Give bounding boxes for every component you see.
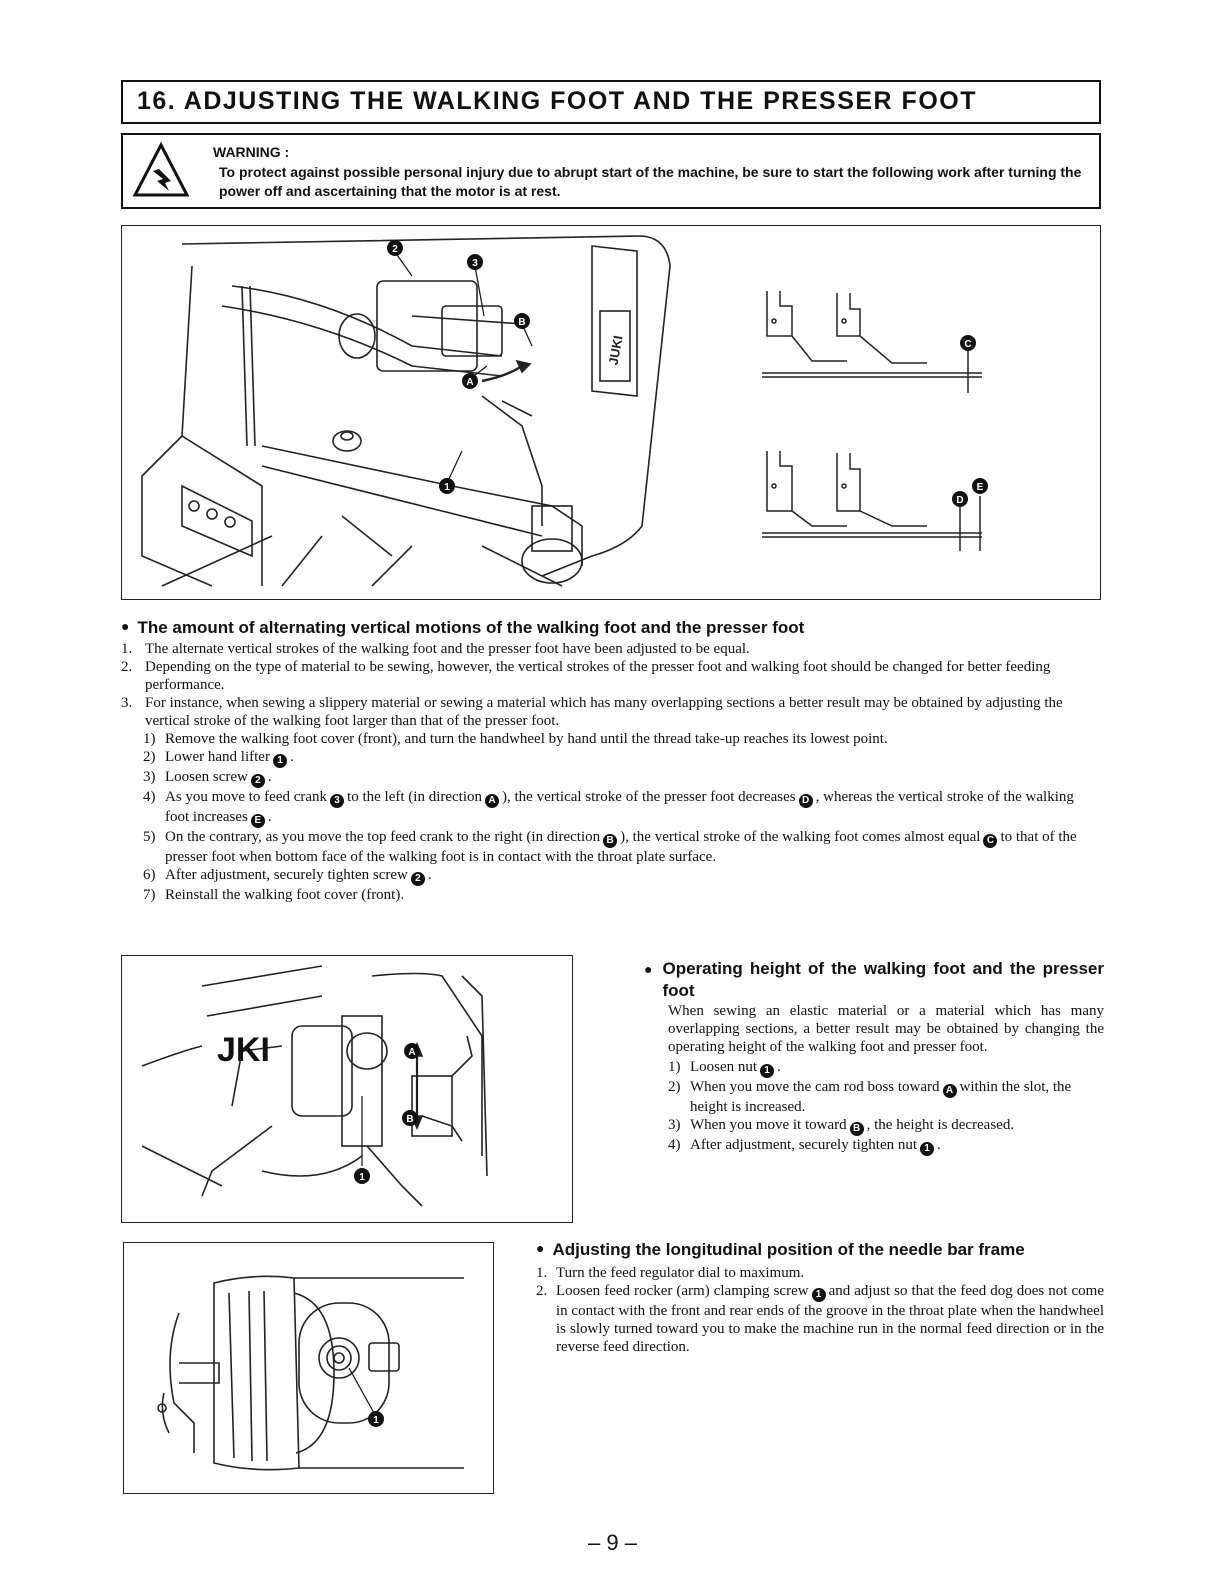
callout-circle: 1 [920,1142,934,1156]
callout-b-label: B [518,317,526,328]
list-item: 1) Remove the walking foot cover (front), and turn the handwheel by hand until the thread take-up reaches its lowest point. [143,731,888,747]
callout-1-label: 1 [444,482,450,493]
section2-heading: ● Operating height of the walking foot and the presser foot [644,959,1104,1000]
callout-circle: B [850,1122,864,1136]
callout-circle: D [799,794,813,808]
callout-3-label: 3 [472,258,478,269]
detail-e-label: E [976,482,984,493]
warning-text: To protect against possible personal injury due to abrupt start of the machine, be sure to start the following work after turning the power off and ascertaining that the motor is at rest. [219,164,1082,199]
detail-c-label: C [964,339,972,350]
detail-d-label: D [956,495,964,506]
list-item: 4) As you move to feed crank 3 to the left (in direction A ), the vertical stroke of the presser foot decreases D , whereas the vertical stroke of the walking foot increases E . [143,789,1074,826]
feet-detail-illustration [752,281,992,561]
page-title: 16. ADJUSTING THE WALKING FOOT AND THE PRESSER FOOT [137,87,977,115]
list-item: 2. Depending on the type of material to be sewing, however, the vertical strokes of the presser foot and walking foot should be changed for better feeding performance. [121,659,1051,693]
feed-rocker-illustration [124,1243,493,1493]
section-operating-height [644,958,1104,1156]
list-item: 2) When you move the cam rod boss toward A within the slot, the height is increased. [668,1079,1072,1115]
callout-circle: 3 [330,794,344,808]
callout-circle: A [943,1084,957,1098]
figure-needle-bar-frame [123,1242,494,1494]
section1-body [121,640,1101,904]
callout-circle: 2 [411,872,425,886]
callout-2-label: 2 [392,244,398,255]
callout-circle: B [603,834,617,848]
list-item: 2. Loosen feed rocker (arm) clamping screw 1 and adjust so that the feed dog does not come in contact with the front and rear ends of the groove in the throat plate when the handwheel is slowly turned toward you to make the machine run in the normal feed direction or in the reverse feed direction. [536,1283,1104,1355]
callout-b-label: B [406,1114,414,1125]
section3-body [536,1264,1104,1356]
warning-label: WARNING : [213,144,290,160]
list-item: 3) Loosen screw 2 . [143,769,272,786]
callout-circle: C [983,834,997,848]
section-needle-bar-frame [536,1240,1104,1356]
list-item: 6) After adjustment, securely tighten screw 2 . [143,867,432,884]
list-item: 5) On the contrary, as you move the top feed crank to the right (in direction B ), the vertical stroke of the walking foot comes almost equal C to that of the presser foot when bottom face of the walking foot is in contact with the throat plate surface. [143,829,1077,865]
title-box [121,80,1101,124]
list-item: 4) After adjustment, securely tighten nut 1 . [668,1137,941,1154]
list-item: 1. Turn the feed regulator dial to maximum. [536,1265,805,1281]
page-number: – 9 – [588,1530,637,1555]
callout-1-label: 1 [359,1172,365,1183]
section-stroke-adjustment [121,618,1101,904]
callout-circle: 1 [273,754,287,768]
callout-circle: E [251,814,265,828]
list-item: 7) Reinstall the walking foot cover (front). [143,887,405,903]
list-item: 3) When you move it toward B , the height is decreased. [668,1117,1015,1134]
brand-label: JKI [217,1031,270,1069]
figure-walking-foot-mechanism [121,225,1101,600]
section3-heading: ● Adjusting the longitudinal position of the needle bar frame [536,1240,1025,1259]
warning-triangle-icon [131,141,191,201]
list-item: 3. For instance, when sewing a slippery material or sewing a material which has many overlapping sections a better result may be obtained by adjusting the vertical stroke of the walking foot larger than that of the presser foot. [121,695,1063,729]
callout-1-label: 1 [373,1415,379,1426]
warning-box [121,133,1101,209]
callout-circle: 1 [812,1288,826,1302]
list-item: 1. The alternate vertical strokes of the walking foot and the presser foot have been adjusted to be equal. [121,641,750,657]
cam-rod-illustration [122,956,572,1221]
callout-a-label: A [408,1047,416,1058]
callout-circle: 1 [760,1064,774,1078]
list-item: 2) Lower hand lifter 1 . [143,749,294,766]
list-item: 1) Loosen nut 1 . [668,1059,781,1076]
section2-steps [668,1058,1104,1156]
callout-circle: 2 [251,774,265,788]
section1-heading: ● The amount of alternating vertical motions of the walking foot and the presser foot [121,618,805,637]
callout-circle: A [485,794,499,808]
callout-a-label: A [466,377,474,388]
section2-intro: When sewing an elastic material or a material which has many overlapping sections, a better result may be obtained by changing the operating height of the walking foot and presser foot. [668,1003,1104,1055]
brand-label: JUKI [605,334,626,367]
figure-operating-height [121,955,573,1223]
